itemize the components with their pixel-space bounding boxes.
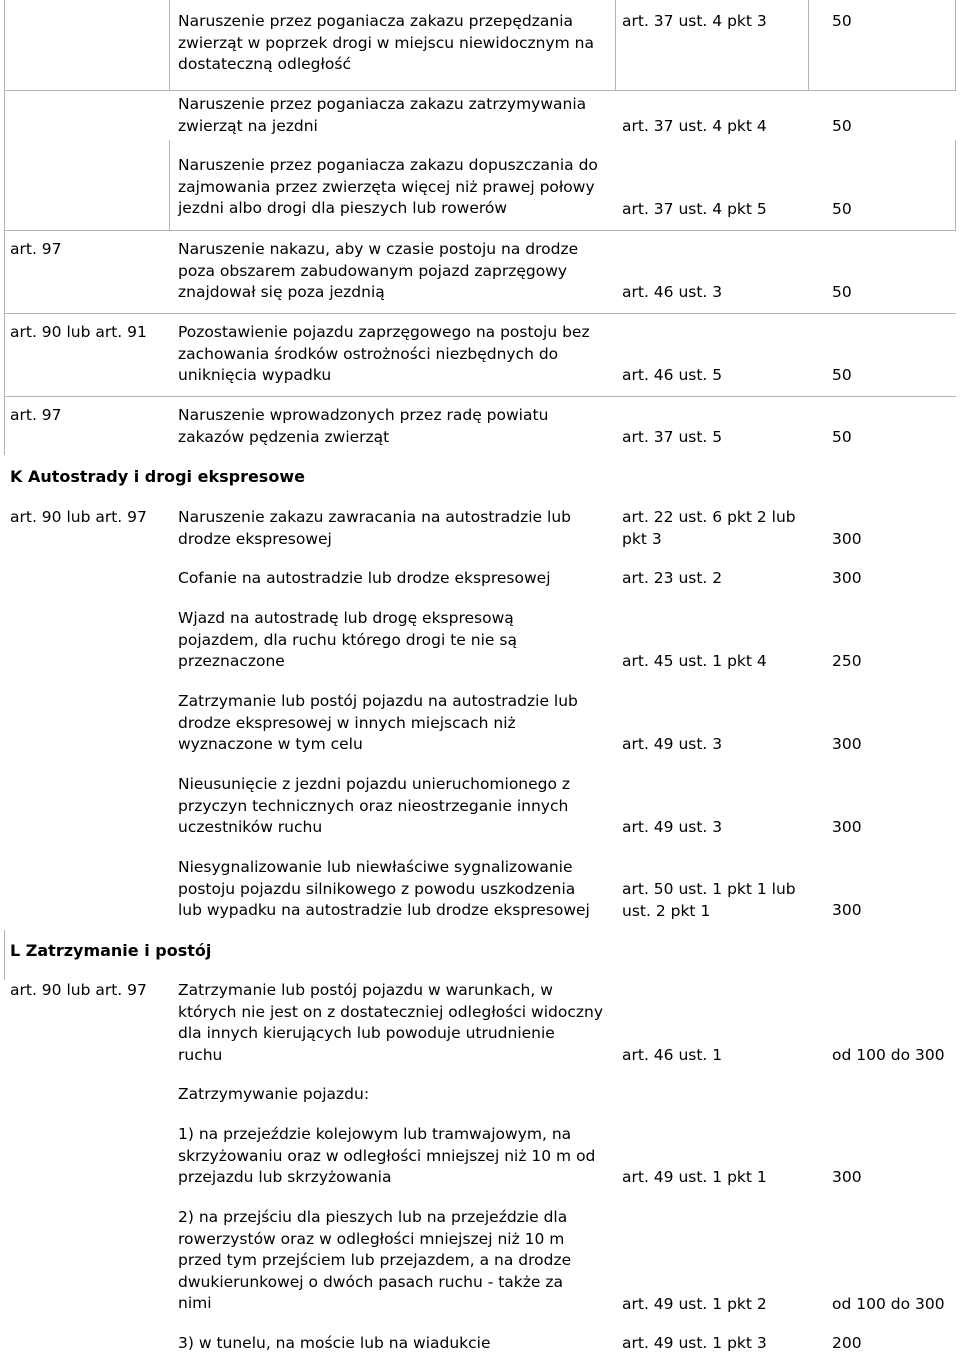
legal-basis: art. 22 ust. 6 pkt 2 lub pkt 3 xyxy=(622,508,796,548)
row-divider xyxy=(4,90,956,91)
legal-basis: art. 46 ust. 3 xyxy=(622,283,723,301)
table-border-right xyxy=(955,140,956,230)
table-border-left xyxy=(4,0,5,455)
offense-description: Naruszenie przez poganiacza zakazu przepędzania zwierząt w poprzek drogi w miejscu niewidocznym na dostateczną odległość xyxy=(178,12,594,73)
article-reference: art. 97 xyxy=(10,406,62,424)
offense-description: Naruszenie nakazu, aby w czasie postoju na drodze poza obszarem zabudowanym pojazd zaprzęgowy znajdował się poza jezdnią xyxy=(178,240,579,301)
fine-amount: 300 xyxy=(832,818,862,836)
fine-amount: 50 xyxy=(832,117,852,135)
offense-description: Naruszenie przez poganiacza zakazu dopuszczania do zajmowania przez zwierzęta więcej niż prawej połowy jezdni albo drogi dla pieszych lub rowerów xyxy=(178,156,598,217)
offense-description: Zatrzymanie lub postój pojazdu na autostradzie lub drodze ekspresowej w innych miejscach niż wyznaczone w tym celu xyxy=(178,692,578,753)
row-divider xyxy=(4,230,956,231)
offense-description: Zatrzymywanie pojazdu: xyxy=(178,1085,370,1103)
fine-amount: 200 xyxy=(832,1334,862,1352)
legal-basis: art. 50 ust. 1 pkt 1 lub ust. 2 pkt 1 xyxy=(622,880,796,920)
offense-description: 2) na przejściu dla pieszych lub na przejeździe dla rowerzystów oraz w odległości mniejszej niż 10 m przed tym przejściem lub przejazdem, a na drodze dwukierunkowej o dwóch pasach ruchu - także za nimi xyxy=(178,1208,572,1312)
fine-amount: 250 xyxy=(832,652,862,670)
legal-basis: art. 37 ust. 4 pkt 5 xyxy=(622,200,767,218)
offense-description: Niesygnalizowanie lub niewłaściwe sygnalizowanie postoju pojazdu silnikowego z powodu uszkodzenia lub wypadku na autostradzie lub drodze ekspresowej xyxy=(178,858,590,919)
offense-description: Wjazd na autostradę lub drogę ekspresową pojazdem, dla ruchu którego drogi te nie są przeznaczone xyxy=(178,609,517,670)
fine-amount: 50 xyxy=(832,428,852,446)
legal-basis: art. 49 ust. 3 xyxy=(622,818,723,836)
fine-amount: 300 xyxy=(832,569,862,587)
fine-amount: 50 xyxy=(832,12,852,30)
fine-amount: od 100 do 300 xyxy=(832,1295,945,1313)
offense-description: Zatrzymanie lub postój pojazdu w warunkach, w których nie jest on z dostateczniej odległości widoczny dla innych kierujących lub powoduje utrudnienie ruchu xyxy=(178,981,603,1064)
offense-description: 1) na przejeździe kolejowym lub tramwajowym, na skrzyżowaniu oraz w odległości mniejszej niż 10 m od przejazdu lub skrzyżowania xyxy=(178,1125,596,1186)
column-divider-3 xyxy=(808,0,809,90)
offense-description: Naruszenie przez poganiacza zakazu zatrzymywania zwierząt na jezdni xyxy=(178,95,587,135)
article-reference: art. 90 lub art. 97 xyxy=(10,981,147,999)
fine-amount: 300 xyxy=(832,735,862,753)
article-reference: art. 90 lub art. 97 xyxy=(10,508,147,526)
fine-amount: 50 xyxy=(832,366,852,384)
legal-basis: art. 49 ust. 1 pkt 3 xyxy=(622,1334,767,1352)
legal-basis: art. 49 ust. 1 pkt 2 xyxy=(622,1295,767,1313)
offense-description: Pozostawienie pojazdu zaprzęgowego na postoju bez zachowania środków ostrożności niezbędnych do uniknięcia wypadku xyxy=(178,323,590,384)
column-divider-1 xyxy=(169,0,170,90)
table-border-left xyxy=(4,930,5,980)
legal-basis: art. 46 ust. 5 xyxy=(622,366,723,384)
fine-amount: 300 xyxy=(832,1168,862,1186)
fine-amount: 50 xyxy=(832,283,852,301)
offense-description: Cofanie na autostradzie lub drodze ekspresowej xyxy=(178,569,551,587)
fine-amount: 300 xyxy=(832,530,862,548)
legal-basis: art. 37 ust. 4 pkt 3 xyxy=(622,12,767,30)
offense-description: Naruszenie wprowadzonych przez radę powiatu zakazów pędzenia zwierząt xyxy=(178,406,549,446)
legal-basis: art. 23 ust. 2 xyxy=(622,569,723,587)
legal-basis: art. 49 ust. 1 pkt 1 xyxy=(622,1168,767,1186)
legal-basis: art. 46 ust. 1 xyxy=(622,1046,723,1064)
fine-amount: od 100 do 300 xyxy=(832,1046,945,1064)
offense-description: Naruszenie zakazu zawracania na autostradzie lub drodze ekspresowej xyxy=(178,508,571,548)
legal-basis: art. 37 ust. 4 pkt 4 xyxy=(622,117,767,135)
section-heading-l: L Zatrzymanie i postój xyxy=(10,941,212,960)
offense-description: 3) w tunelu, na moście lub na wiadukcie xyxy=(178,1334,491,1352)
legal-basis: art. 45 ust. 1 pkt 4 xyxy=(622,652,767,670)
offense-description: Nieusunięcie z jezdni pojazdu unieruchomionego z przyczyn technicznych oraz nieostrzeganie innych uczestników ruchu xyxy=(178,775,571,836)
column-divider-2 xyxy=(615,0,616,90)
article-reference: art. 90 lub art. 91 xyxy=(10,323,147,341)
fine-amount: 50 xyxy=(832,200,852,218)
legal-basis: art. 49 ust. 3 xyxy=(622,735,723,753)
article-reference: art. 97 xyxy=(10,240,62,258)
fine-amount: 300 xyxy=(832,901,862,919)
row-divider xyxy=(4,313,956,314)
column-divider-1 xyxy=(169,140,170,230)
section-heading-k: K Autostrady i drogi ekspresowe xyxy=(10,467,305,486)
legal-basis: art. 37 ust. 5 xyxy=(622,428,723,446)
table-border-right xyxy=(955,0,956,90)
row-divider xyxy=(4,396,956,397)
